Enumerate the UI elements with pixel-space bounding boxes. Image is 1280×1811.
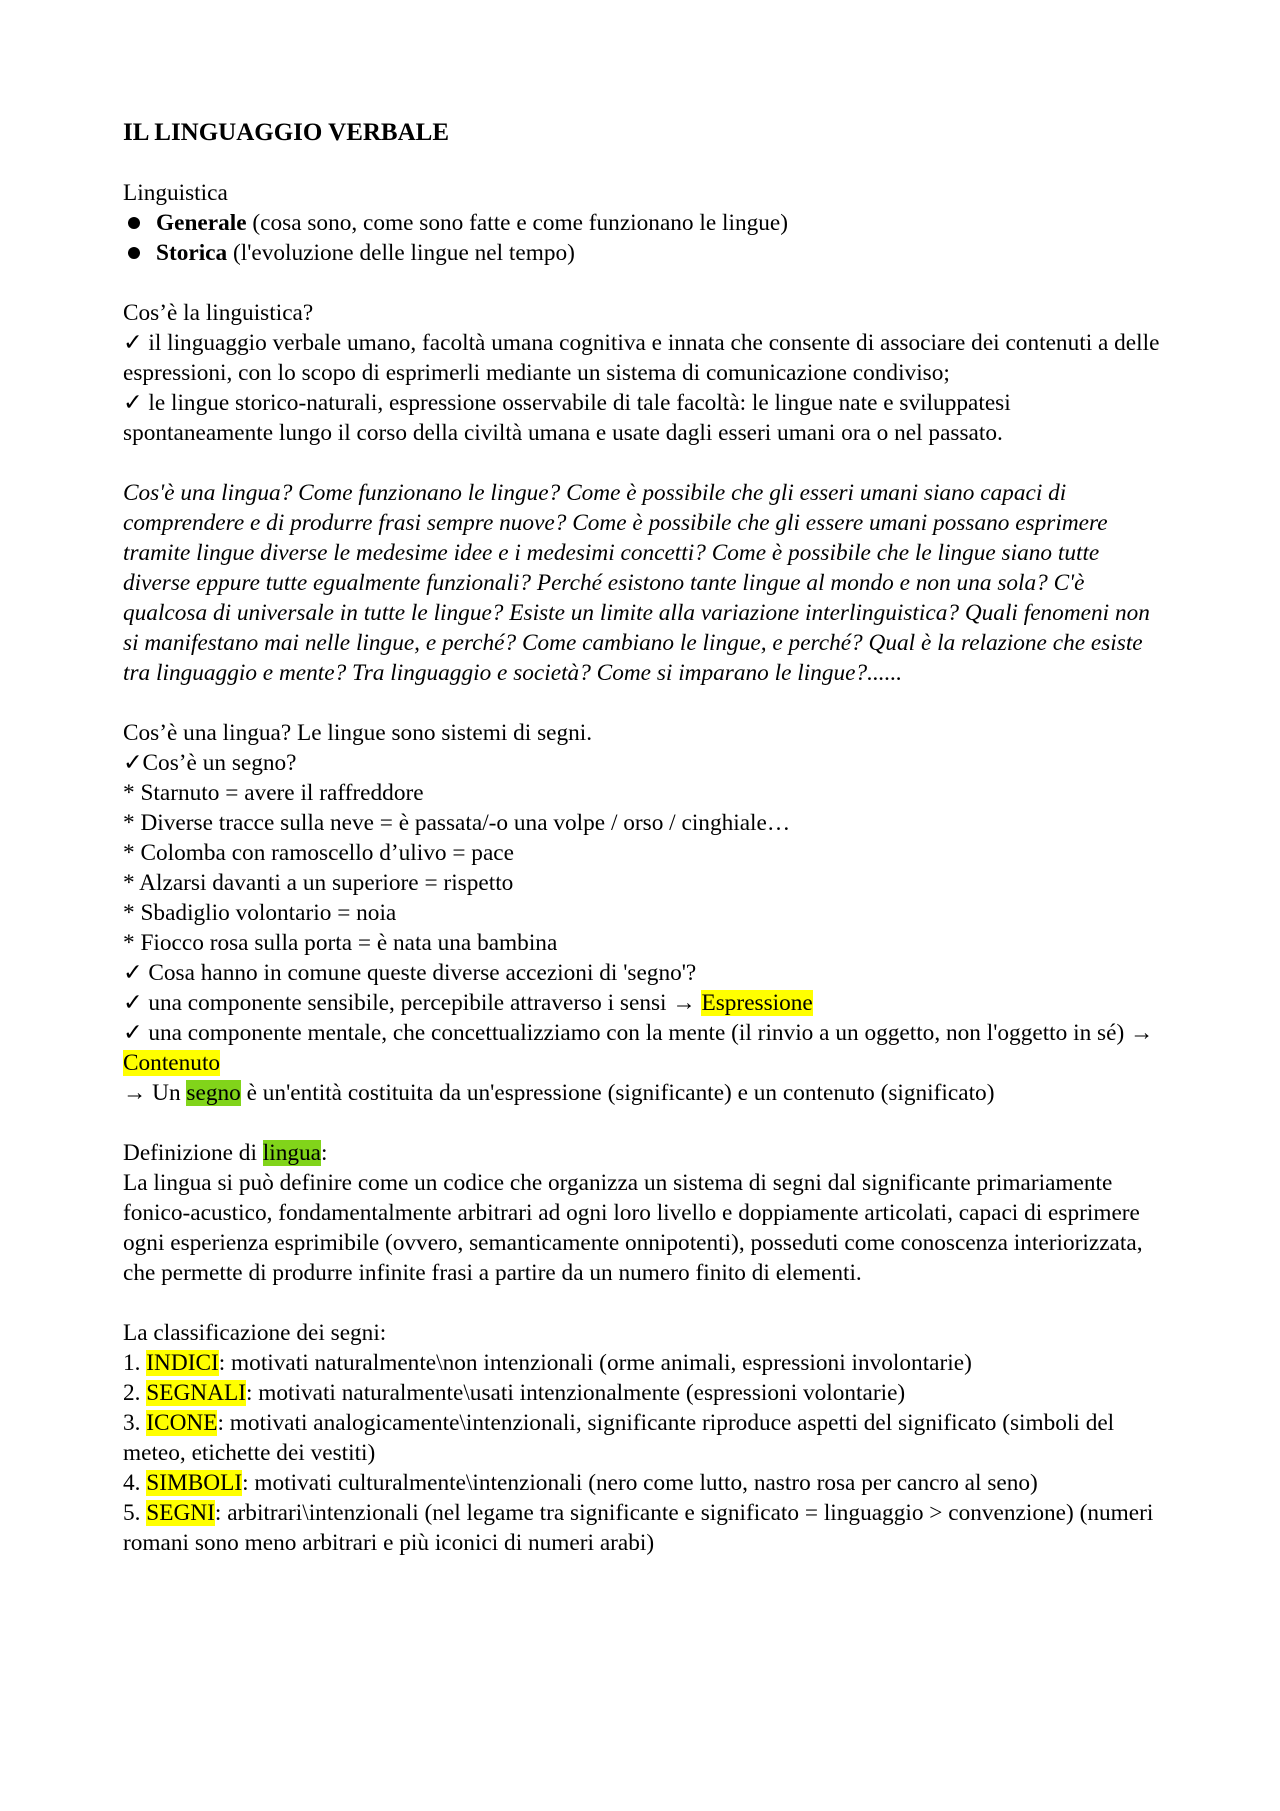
page-title: IL LINGUAGGIO VERBALE	[123, 119, 450, 146]
highlight-term: SEGNI	[146, 1500, 215, 1526]
example-line: * Colomba con ramoscello d’ulivo = pace	[123, 840, 514, 866]
bullet-dot-icon	[128, 217, 140, 229]
mental-component	[123, 1018, 1163, 1078]
bullet-term: Storica	[156, 240, 228, 266]
definizione-prefix: Definizione di	[123, 1140, 263, 1166]
highlight-term: ICONE	[146, 1410, 218, 1436]
item-desc: : motivati naturalmente\non intenzionali (orme animali, espressioni involontarie)	[218, 1350, 972, 1376]
item-desc: : motivati analogicamente\intenzionali, significante riproduce aspetti del significato (simboli del meteo, etichette dei vestiti)	[123, 1410, 1115, 1466]
bullet-term: Generale	[156, 210, 247, 236]
segno-definition	[123, 1078, 1163, 1108]
definizione-colon: :	[320, 1140, 328, 1166]
sensible-component	[123, 988, 1163, 1018]
document-body	[123, 118, 1163, 1558]
item-number: 1.	[123, 1350, 147, 1376]
sensible-text: ✓ una componente sensibile, percepibile attraverso i sensi →	[123, 990, 702, 1016]
common-question: ✓ Cosa hanno in comune queste diverse accezioni di 'segno'?	[123, 960, 697, 986]
highlight-contenuto: Contenuto	[123, 1050, 221, 1076]
classificazione-heading: La classificazione dei segni:	[123, 1320, 387, 1346]
example-line: * Alzarsi davanti a un superiore = rispetto	[123, 870, 514, 896]
cose-linguistica-point-1: ✓ il linguaggio verbale umano, facoltà umana cognitiva e innata che consente di associare dei contenuti a delle espressioni, con lo scopo di esprimerli mediante un sistema di comunicazione condiviso;	[123, 330, 1160, 386]
example-line: * Diverse tracce sulla neve = è passata/-o una volpe / orso / cinghiale…	[123, 810, 791, 836]
classificazione-item	[123, 1498, 1163, 1558]
example-line: * Fiocco rosa sulla porta = è nata una bambina	[123, 930, 558, 956]
item-number: 2.	[123, 1380, 147, 1406]
classificazione-item	[123, 1348, 1163, 1378]
cose-linguistica-question: Cos’è la linguistica?	[123, 300, 314, 326]
highlight-espressione: Espressione	[701, 990, 813, 1016]
item-desc: : motivati naturalmente\usati intenzionalmente (espressioni volontarie)	[245, 1380, 906, 1406]
highlight-term: INDICI	[146, 1350, 219, 1376]
highlight-lingua: lingua	[262, 1140, 321, 1166]
definition-prefix: → Un	[123, 1080, 187, 1106]
bullet-desc: (l'evoluzione delle lingue nel tempo)	[227, 240, 575, 266]
definizione-text: La lingua si può definire come un codice che organizza un sistema di segni dal significante primariamente fonico-acustico, fondamentalmente arbitrari ad ogni loro livello e doppiamente articolati, capaci di esprimere ogni esperienza esprimibile (ovvero, semanticamente onnipotenti), posseduti come conoscenza interiorizzata, che permette di produrre infinite frasi a partire da un numero finito di elementi.	[123, 1170, 1143, 1286]
highlight-term: SIMBOLI	[146, 1470, 243, 1496]
segni-intro: Cos’è una lingua? Le lingue sono sistemi di segni.	[123, 720, 593, 746]
item-number: 5.	[123, 1500, 147, 1526]
highlight-term: SEGNALI	[146, 1380, 246, 1406]
classificazione-item	[123, 1468, 1163, 1498]
definition-text: è un'entità costituita da un'espressione (significante) e un contenuto (significato)	[240, 1080, 995, 1106]
example-line: * Starnuto = avere il raffreddore	[123, 780, 424, 806]
classificazione-item	[123, 1378, 1163, 1408]
bullet-item	[123, 208, 1163, 238]
linguistica-heading: Linguistica	[123, 180, 228, 206]
mental-text: ✓ una componente mentale, che concettualizziamo con la mente (il rinvio a un oggetto, non l'oggetto in sé) →	[123, 1020, 1154, 1046]
questions-paragraph: Cos'è una lingua? Come funzionano le lingue? Come è possibile che gli esseri umani siano capaci di comprendere e di produrre frasi sempre nuove? Come è possibile che gli essere umani possano esprimere tramite lingue diverse le medesime idee e i medesimi concetti? Come è possibile che le lingue siano tutte diverse eppure tutte egualmente funzionali? Perché esistono tante lingue al mondo e non una sola? C'è qualcosa di universale in tutte le lingue? Esiste un limite alla variazione interlinguistica? Quali fenomeni non si manifestano mai nelle lingue, e perché? Come cambiano le lingue, e perché? Qual è la relazione che esiste tra linguaggio e mente? Tra linguaggio e società? Come si imparano le lingue?......	[123, 480, 1150, 686]
segno-question: ✓Cos’è un segno?	[123, 750, 297, 776]
item-number: 4.	[123, 1470, 147, 1496]
item-desc: : motivati culturalmente\intenzionali (nero come lutto, nastro rosa per cancro al seno)	[242, 1470, 1038, 1496]
item-number: 3.	[123, 1410, 147, 1436]
item-desc: : arbitrari\intenzionali (nel legame tra significante e significato = linguaggio > convenzione) (numeri romani sono meno arbitrari e più iconici di numeri arabi)	[123, 1500, 1154, 1556]
definizione-heading	[123, 1138, 1163, 1168]
bullet-dot-icon	[128, 247, 140, 259]
bullet-item	[123, 238, 1163, 268]
example-line: * Sbadiglio volontario = noia	[123, 900, 397, 926]
bullet-desc: (cosa sono, come sono fatte e come funzionano le lingue)	[246, 210, 789, 236]
cose-linguistica-point-2: ✓ le lingue storico-naturali, espressione osservabile di tale facoltà: le lingue nate e sviluppatesi spontaneamente lungo il corso della civiltà umana e usate dagli esseri umani ora o nel passato.	[123, 390, 1011, 446]
classificazione-item	[123, 1408, 1163, 1468]
highlight-segno: segno	[186, 1080, 241, 1106]
